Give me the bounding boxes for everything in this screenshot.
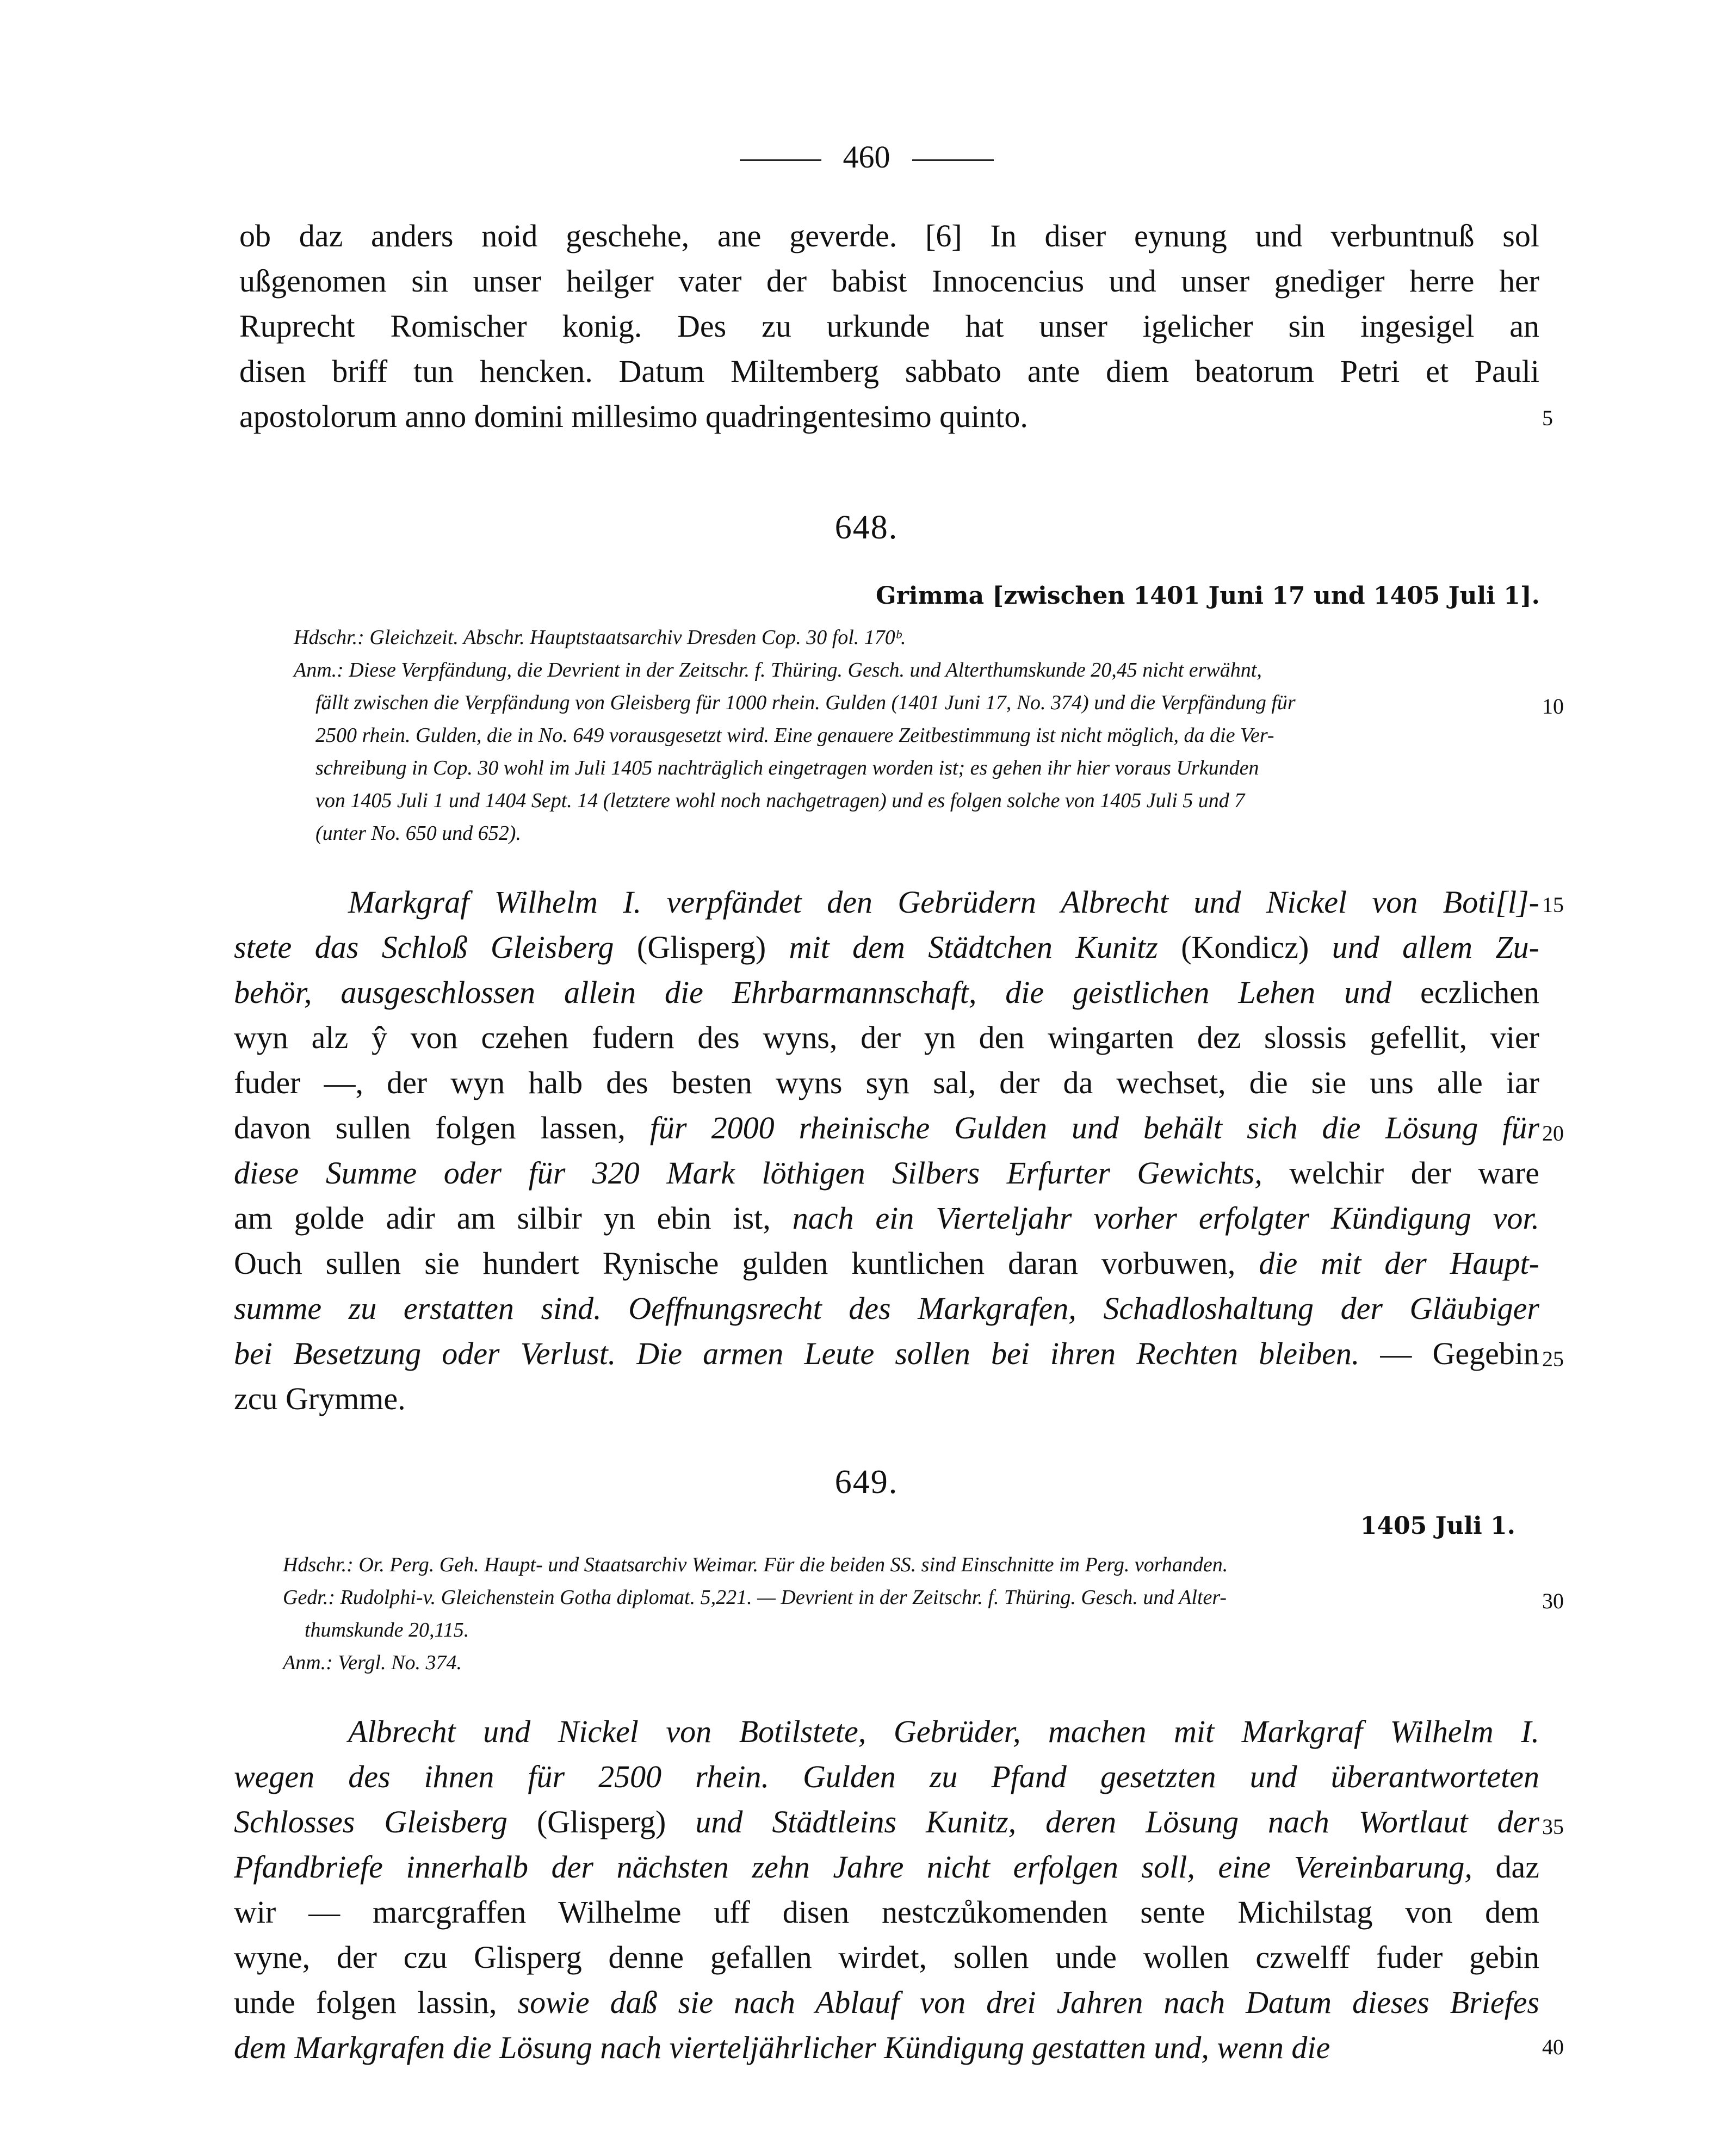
roman-segment: Ouch sullen sie hundert Rynische gulden kuntlichen daran vorbuwen, [234, 1246, 1259, 1281]
italic-segment: wegen des ihnen für 2500 rhein. Gulden zu Pfand gesetzten und überantworteten [234, 1759, 1539, 1794]
intro-line: ußgenomen sin unser heilger vater der babist Innocencius und unser gnediger herre her [239, 263, 1539, 299]
margin-line-number: 20 [1542, 1121, 1564, 1145]
intro-line: Ruprecht Romischer konig. Des zu urkunde hat unser igelicher sin ingesigel an [239, 308, 1539, 344]
italic-segment: Albrecht und Nickel von Botilstete, Gebrüder, machen mit Markgraf Wilhelm I. [348, 1714, 1539, 1749]
italic-segment: nach ein Vierteljahr vorher erfolgter Kündigung vor. [792, 1200, 1539, 1236]
roman-segment: — Gegebin [1380, 1336, 1539, 1371]
doc-648-number: 648. [834, 509, 899, 546]
italic-segment: und Städtleins Kunitz, deren Lösung nach Wortlaut der [695, 1804, 1539, 1839]
roman-segment: wir — marcgraffen Wilhelme uff disen nestczůkomenden sente Michilstag von dem [234, 1894, 1539, 1930]
text-line [234, 2029, 1539, 2068]
margin-line-number: 15 [1542, 893, 1564, 917]
roman-segment: (Kondicz) [1181, 930, 1332, 965]
header-rule-left [740, 159, 821, 161]
roman-segment: wyn alz ŷ von czehen fudern des wyns, der yn den wingarten dez slossis gefellit, vier [234, 1020, 1539, 1055]
intro-line: apostolorum anno domini millesimo quadringentesimo quinto. [239, 399, 1028, 434]
doc-649-dateline: 1405 Juli 1. [1360, 1512, 1515, 1540]
doc-649-number: 649. [834, 1464, 899, 1501]
italic-segment: Pfandbriefe innerhalb der nächsten zehn Jahre nicht erfolgen soll, eine Vereinbarung, [234, 1849, 1496, 1885]
text-line [234, 1110, 1539, 1149]
text-line [234, 1804, 1539, 1843]
text-line [234, 1155, 1539, 1194]
text-line [234, 1019, 1539, 1058]
page-header [0, 139, 1733, 175]
margin-line-number: 30 [1542, 1589, 1564, 1613]
italic-segment: stete das Schloß Gleisberg [234, 930, 637, 965]
text-line [234, 1713, 1539, 1752]
header-rule-right [912, 159, 994, 161]
page-number: 460 [843, 139, 890, 175]
text-line [234, 1894, 1539, 1933]
roman-segment: zcu Grymme. [234, 1381, 406, 1416]
italic-segment: summe zu erstatten sind. Oeffnungsrecht des Markgrafen, Schadloshaltung der Gläubiger [234, 1291, 1539, 1326]
roman-segment: davon sullen folgen lassen, [234, 1110, 650, 1145]
italic-segment: für 2000 rheinische Gulden und behält sich die Lösung für [649, 1110, 1539, 1145]
text-line [234, 1380, 1539, 1420]
roman-segment: daz [1495, 1849, 1539, 1885]
roman-segment: am golde adir am silbir yn ebin ist, [234, 1200, 793, 1236]
italic-segment: mit dem Städtchen Kunitz [789, 930, 1181, 965]
meta-line: Anm.: Diese Verpfändung, die Devrient in der Zeitschr. f. Thüring. Gesch. und Alterthumskunde 20,45 nicht erwähnt, [294, 659, 1262, 682]
italic-segment: Schlosses Gleisberg [234, 1804, 537, 1839]
roman-segment: (Glisperg) [536, 1804, 696, 1839]
meta-line: 2500 rhein. Gulden, die in No. 649 vorausgesetzt wird. Eine genauere Zeitbestimmung ist nicht möglich, da die Ver- [315, 724, 1274, 747]
text-line [234, 1290, 1539, 1329]
text-line [234, 974, 1539, 1013]
meta-line: von 1405 Juli 1 und 1404 Sept. 14 (letztere wohl noch nachgetragen) und es folgen solche von 1405 Juli 5 und 7 [315, 789, 1245, 812]
italic-segment: und allem Zu- [1332, 930, 1539, 965]
italic-segment: dem Markgrafen die Lösung nach vierteljährlicher Kündigung gestatten und, wenn die [234, 2030, 1330, 2065]
italic-segment: diese Summe oder für 320 Mark löthigen Silbers Erfurter Gewichts, [234, 1155, 1290, 1191]
meta-line: schreibung in Cop. 30 wohl im Juli 1405 nachträglich eingetragen worden ist; es gehen ihr hier voraus Urkunden [315, 757, 1259, 779]
roman-segment: unde folgen lassin, [234, 1985, 518, 2020]
margin-line-number: 40 [1542, 2035, 1564, 2059]
roman-segment: (Glisperg) [636, 930, 789, 965]
roman-segment: fuder —, der wyn halb des besten wyns syn sal, der da wechset, die sie uns alle iar [234, 1065, 1539, 1100]
intro-line: ob daz anders noid geschehe, ane geverde. [6] In diser eynung und verbuntnuß sol [239, 218, 1539, 253]
italic-segment: Markgraf Wilhelm I. verpfändet den Gebrüdern Albrecht und Nickel von Boti[l]- [348, 884, 1539, 920]
text-line [234, 1849, 1539, 1888]
roman-segment: wyne, der czu Glisperg denne gefallen wirdet, sollen unde wollen czwelff fuder gebin [234, 1940, 1539, 1975]
text-line [234, 1984, 1539, 2023]
roman-segment: welchir der ware [1289, 1155, 1539, 1191]
margin-line-number: 35 [1542, 1814, 1564, 1839]
text-line [234, 929, 1539, 968]
italic-segment: die mit der Haupt- [1259, 1246, 1539, 1281]
meta-line: Gedr.: Rudolphi-v. Gleichenstein Gotha diplomat. 5,221. — Devrient in der Zeitschr. f. Thüring. Gesch. und Alter- [283, 1586, 1227, 1609]
roman-segment: eczlichen [1420, 975, 1539, 1010]
meta-line: thumskunde 20,115. [305, 1619, 469, 1641]
meta-line: Hdschr.: Or. Perg. Geh. Haupt- und Staatsarchiv Weimar. Für die beiden SS. sind Einschnitte im Perg. vorhanden. [283, 1553, 1228, 1576]
doc-648-dateline: Grimma [zwischen 1401 Juni 17 und 1405 Juli 1]. [876, 582, 1540, 610]
italic-segment: behör, ausgeschlossen allein die Ehrbarmannschaft, die geistlichen Lehen und [234, 975, 1421, 1010]
text-line [234, 1335, 1539, 1374]
text-line [234, 1064, 1539, 1104]
text-line [234, 884, 1539, 923]
italic-segment: sowie daß sie nach Ablauf von drei Jahren nach Datum dieses Briefes [517, 1985, 1539, 2020]
margin-line-number: 5 [1542, 406, 1553, 430]
meta-line: Hdschr.: Gleichzeit. Abschr. Hauptstaatsarchiv Dresden Cop. 30 fol. 170ᵇ. [294, 626, 906, 649]
margin-line-number: 10 [1542, 694, 1564, 718]
text-line [234, 1939, 1539, 1978]
text-line [234, 1200, 1539, 1239]
intro-line: disen briff tun hencken. Datum Miltemberg sabbato ante diem beatorum Petri et Pauli [239, 354, 1539, 389]
text-line [234, 1758, 1539, 1798]
italic-segment: bei Besetzung oder Verlust. Die armen Leute sollen bei ihren Rechten bleiben. [234, 1336, 1381, 1371]
meta-line: Anm.: Vergl. No. 374. [283, 1651, 462, 1674]
meta-line: fällt zwischen die Verpfändung von Gleisberg für 1000 rhein. Gulden (1401 Juni 17, No. 374) und die Verpfändung für [315, 691, 1296, 714]
meta-line: (unter No. 650 und 652). [315, 822, 521, 845]
margin-line-number: 25 [1542, 1347, 1564, 1371]
text-line [234, 1245, 1539, 1284]
